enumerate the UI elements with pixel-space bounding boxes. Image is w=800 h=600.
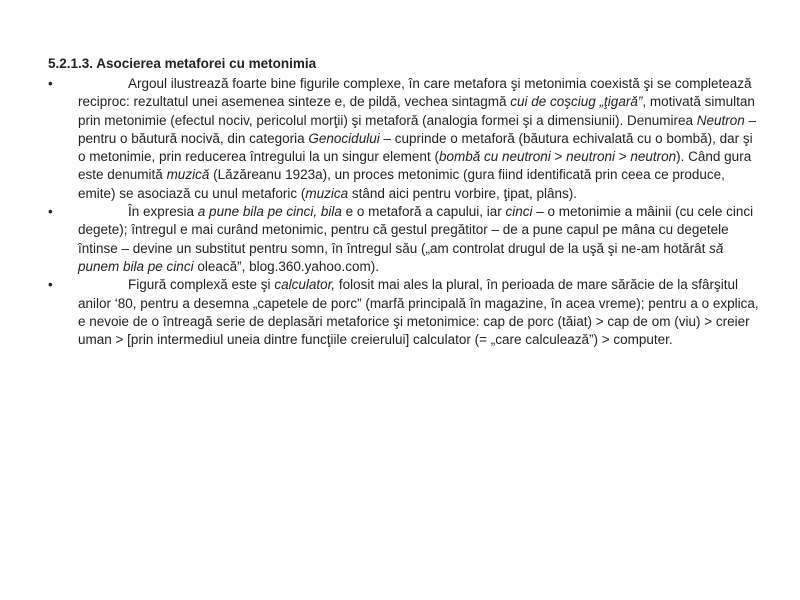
slide-content — [48, 55, 760, 349]
text-run: Figură complexă este şi — [128, 277, 275, 293]
text-run: (Lăzăreanu 1923a), un proces metonimic (gura fiind identificată prin ceea ce produce, emite) se asociază cu unul metaforic ( — [78, 167, 725, 201]
section-heading: 5.2.1.3. Asocierea metaforei cu metonimia — [48, 56, 317, 71]
text-run: > — [614, 149, 631, 165]
italic-term: muzica — [305, 185, 349, 201]
italic-term: calculator, — [274, 277, 336, 293]
italic-term: a pune bila pe cinci, bila — [197, 204, 342, 220]
text-run: > — [550, 149, 567, 165]
italic-term: bombă cu neutroni — [438, 149, 551, 165]
paragraph-text — [78, 276, 760, 349]
italic-term: să punem bila pe cinci — [78, 240, 724, 274]
italic-term: neutroni — [566, 149, 615, 165]
bullet-icon: • — [48, 277, 53, 293]
bullet-icon: • — [48, 204, 53, 220]
text-run: oleacă”, blog.360.yahoo.com). — [193, 258, 379, 274]
italic-term: cinci — [505, 204, 533, 220]
text-run: , motivată simultan prin metonimie (efectul nociv, pericolul morţii) şi metaforă (analogia formei şi a dimensiunii). Denumirea — [78, 94, 755, 128]
bullet-list — [48, 75, 760, 349]
italic-term: muzică — [166, 167, 210, 183]
text-run: folosit mai ales la plural, în perioada de mare sărăcie de la sfârşitul anilor ‘80, pentru a desemna „capetele de porc” (marfă principală în magazine, în acea vreme); pentru a o explica, e nevoie de o întreagă serie de deplasări metaforice şi metonimice: cap de porc (tăiat) > cap de om (viu) > creier uman > [prin intermediul uneia dintre funcţiile creierului] calculator (= „care calculează”) > computer. — [78, 277, 759, 348]
text-run: – cuprinde o metaforă (băutura echivalată cu o bombă), dar şi o metonimie, prin reducerea întregului la un singur element ( — [78, 130, 753, 165]
paragraph-text — [78, 75, 760, 203]
paragraph-text — [78, 203, 760, 276]
bullet-paragraph-1 — [48, 75, 760, 203]
text-run: – pentru o băutură nocivă, din categoria — [78, 112, 757, 146]
bullet-paragraph-2 — [48, 203, 760, 276]
italic-term: Neutron — [696, 112, 745, 128]
italic-term: Genocidului — [308, 130, 380, 146]
text-run: ). Când gura este denumită — [78, 149, 752, 183]
bullet-icon: • — [48, 76, 53, 91]
text-run: e o metaforă a capului, iar — [341, 204, 506, 220]
text-run: În expresia — [128, 204, 198, 220]
italic-term: neutron — [630, 149, 677, 165]
text-run: Argoul ilustrează foarte bine figurile complexe, în care metafora şi metonimia coexistă şi se completează reciproc: rezultatul unei asemenea sinteze e, de pildă, vechea sintagmă — [78, 76, 752, 110]
text-run: stând aici pentru vorbire, ţipat, plâns). — [348, 185, 577, 201]
italic-term: cui de coşciug „ţigară” — [510, 94, 643, 110]
text-run: – o metonimie a mâinii (cu cele cinci degete); întregul e mai curând metonimic, pentru că gestul pregătitor – de a pune capul pe mâna cu degetele întinse – devine un substitut pentru somn, în întregul său („am controlat drugul de la uşă şi ne-am hotărât — [78, 204, 754, 256]
bullet-paragraph-3 — [48, 276, 760, 349]
